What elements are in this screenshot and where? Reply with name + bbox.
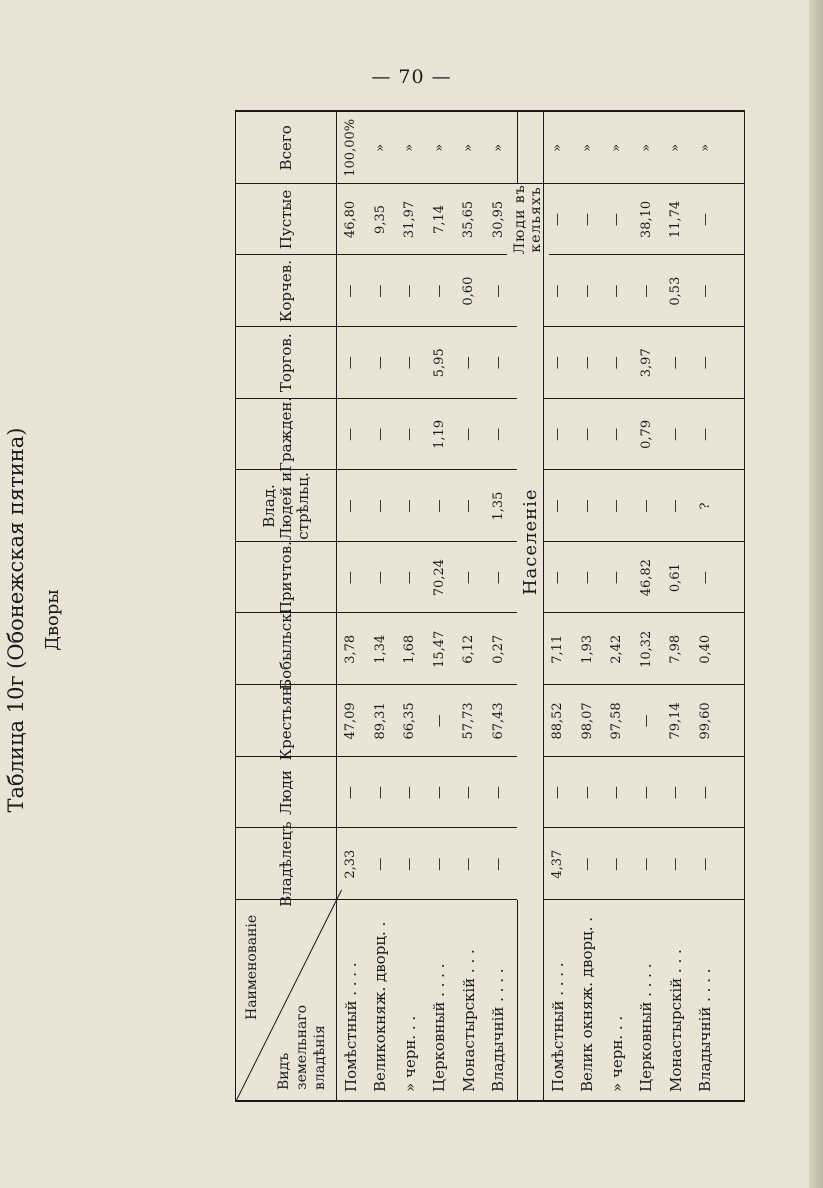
table-cell: — xyxy=(402,427,418,441)
table-cell: — xyxy=(372,427,388,441)
table-cell: 6,12 xyxy=(461,634,477,664)
row-label: Помѣстный . . . . xyxy=(548,962,567,1092)
table-cell: — xyxy=(579,857,595,871)
title-block xyxy=(0,370,120,870)
table-cell: — xyxy=(579,212,595,226)
table-cell: 35,65 xyxy=(461,200,477,239)
table-cell: — xyxy=(431,499,447,513)
table-cell: 2,42 xyxy=(609,634,625,664)
table-cell: — xyxy=(697,356,713,370)
table-cell: — xyxy=(638,499,654,513)
table-cell: — xyxy=(609,857,625,871)
table-cell: » xyxy=(461,143,477,152)
column-header: Пустые xyxy=(276,189,295,250)
table-cell: 1,35 xyxy=(490,491,506,521)
table-cell: — xyxy=(609,499,625,513)
table-cell: » xyxy=(372,143,388,152)
table-cell: — xyxy=(431,714,447,728)
column-header: Влад. Людей и стрѣльц. xyxy=(259,471,312,541)
row-label: Великокняж. дворц. . xyxy=(371,921,390,1092)
table-cell: 7,14 xyxy=(431,205,447,234)
table-cell: 89,31 xyxy=(372,702,388,740)
corner-top-label: Наименованіе xyxy=(244,914,260,1020)
table-cell: 67,43 xyxy=(490,702,506,740)
table-cell: — xyxy=(343,427,359,441)
table-cell: — xyxy=(668,356,684,370)
table-cell: 1,68 xyxy=(402,634,418,664)
row-label: » черн. . . xyxy=(400,1015,419,1092)
table-cell: — xyxy=(490,284,506,298)
page-edge xyxy=(809,0,823,1188)
row-label: » черн. . . xyxy=(607,1015,626,1092)
table-cell: — xyxy=(402,499,418,513)
table-cell: — xyxy=(372,499,388,513)
table-cell: — xyxy=(638,714,654,728)
table-cell: » xyxy=(490,143,506,152)
table-cell: — xyxy=(343,786,359,800)
column-header: Крестьян. xyxy=(276,681,295,761)
table-cell: — xyxy=(668,427,684,441)
table-cell: — xyxy=(490,857,506,871)
table-cell: — xyxy=(609,212,625,226)
table-cell: 2,33 xyxy=(343,849,359,879)
table-cell: » xyxy=(550,143,566,152)
table-cell: — xyxy=(372,786,388,800)
table-cell: — xyxy=(550,212,566,226)
table-cell: 47,09 xyxy=(343,702,359,740)
table-cell: — xyxy=(343,284,359,298)
column-header: Гражден. xyxy=(276,396,295,472)
table-cell: — xyxy=(550,571,566,585)
table-cell: — xyxy=(402,786,418,800)
table-cell: 0,60 xyxy=(461,276,477,306)
column-header: Владѣлецъ xyxy=(276,821,295,907)
table-cell: — xyxy=(372,284,388,298)
table-cell: — xyxy=(372,356,388,370)
table-cell: 1,19 xyxy=(431,419,447,449)
row-label: Монастырскій . . . xyxy=(666,949,685,1092)
table-cell: 1,34 xyxy=(372,634,388,664)
table-cell: 97,58 xyxy=(609,702,625,740)
table-cell: — xyxy=(697,786,713,800)
table-cell: — xyxy=(550,284,566,298)
table-cell: — xyxy=(343,356,359,370)
table-cell: — xyxy=(579,284,595,298)
table-cell: — xyxy=(461,571,477,585)
table-cell: 4,37 xyxy=(550,849,566,879)
table-cell: 100,00% xyxy=(343,118,359,177)
table-cell: — xyxy=(697,284,713,298)
table-cell: — xyxy=(461,499,477,513)
table-cell: 31,97 xyxy=(402,200,418,239)
table-cell: — xyxy=(461,786,477,800)
table-cell: — xyxy=(490,356,506,370)
table-cell: — xyxy=(431,857,447,871)
table-cell: — xyxy=(402,356,418,370)
data-table xyxy=(235,110,745,1102)
table-cell: — xyxy=(579,786,595,800)
row-label: Владычній . . . . xyxy=(489,968,508,1092)
column-header: Причтов. xyxy=(276,541,295,615)
table-cell: 0,61 xyxy=(668,563,684,593)
table-cell: 5,95 xyxy=(431,348,447,378)
table-cell: — xyxy=(609,427,625,441)
table-cell: — xyxy=(697,571,713,585)
table-cell: — xyxy=(668,857,684,871)
table-cell: — xyxy=(609,571,625,585)
table-cell: 79,14 xyxy=(668,702,684,740)
table-cell: — xyxy=(697,857,713,871)
table-subtitle: Дворы xyxy=(42,589,63,651)
row-label: Помѣстный . . . . xyxy=(341,962,360,1092)
row-label: Велик окняж. дворц. . xyxy=(578,916,597,1092)
table-cell: — xyxy=(461,427,477,441)
table-cell: — xyxy=(490,571,506,585)
table-cell: — xyxy=(697,212,713,226)
table-cell: — xyxy=(461,857,477,871)
table-cell: — xyxy=(402,857,418,871)
table-cell: » xyxy=(697,143,713,152)
table-cell: » xyxy=(579,143,595,152)
table-title: Таблица 10г (Обонежская пятина) xyxy=(4,427,28,813)
table-cell: » xyxy=(431,143,447,152)
table-cell: — xyxy=(550,427,566,441)
table-cell: — xyxy=(609,786,625,800)
table-cell: 7,98 xyxy=(668,634,684,664)
table-cell: » xyxy=(402,143,418,152)
row-label: Владычній . . . . xyxy=(696,968,715,1092)
table-cell: — xyxy=(638,786,654,800)
table-cell: 30,95 xyxy=(490,200,506,239)
table-cell: — xyxy=(343,571,359,585)
rotated-table-body xyxy=(236,112,744,1100)
table-cell: » xyxy=(609,143,625,152)
table-cell: — xyxy=(579,571,595,585)
table-cell: — xyxy=(372,857,388,871)
table-cell: 88,52 xyxy=(550,702,566,740)
table-cell: — xyxy=(550,499,566,513)
table-cell: 70,24 xyxy=(431,559,447,597)
row-label: Церковный . . . . xyxy=(430,963,449,1092)
column-header: Бобыльск. xyxy=(276,608,295,690)
table-cell: 0,53 xyxy=(668,276,684,306)
column-header: Торгов. xyxy=(276,333,295,393)
table-cell: — xyxy=(638,857,654,871)
table-cell: — xyxy=(431,284,447,298)
table-cell: 15,47 xyxy=(431,630,447,668)
table-cell: — xyxy=(609,284,625,298)
table-cell: — xyxy=(579,499,595,513)
table-cell: — xyxy=(638,284,654,298)
corner-line-2: земельнаго xyxy=(294,1004,310,1090)
page-number: — 70 — xyxy=(371,66,452,88)
table-cell: 38,10 xyxy=(638,200,654,239)
table-cell: — xyxy=(668,786,684,800)
table-cell: — xyxy=(343,499,359,513)
table-cell: » xyxy=(668,143,684,152)
table-cell: — xyxy=(461,356,477,370)
table-cell: — xyxy=(372,571,388,585)
table-cell: 0,27 xyxy=(490,634,506,664)
table-cell: 10,32 xyxy=(638,630,654,668)
table-cell: 98,07 xyxy=(579,702,595,740)
table-cell: — xyxy=(490,786,506,800)
row-label: Церковный . . . . xyxy=(637,963,656,1092)
corner-line-3: владѣнія xyxy=(312,1025,328,1090)
table-cell: 66,35 xyxy=(402,702,418,740)
table-cell: — xyxy=(668,499,684,513)
table-cell: 0,40 xyxy=(697,634,713,664)
table-cell: 9,35 xyxy=(372,205,388,234)
table-cell: — xyxy=(402,571,418,585)
table-cell: 3,78 xyxy=(343,634,359,664)
table-cell: 11,74 xyxy=(668,200,684,239)
table-cell: — xyxy=(550,786,566,800)
table-cell: 0,79 xyxy=(638,419,654,449)
table-cell: 1,93 xyxy=(579,634,595,664)
table-cell: 46,82 xyxy=(638,559,654,597)
people-in-cells-label: Люди въ кельяхъ xyxy=(507,184,549,256)
column-header: Всего xyxy=(276,125,295,171)
column-header: Люди xyxy=(276,770,295,815)
table-cell: 99,60 xyxy=(697,702,713,740)
column-header: Корчев. xyxy=(276,259,295,323)
table-cell: — xyxy=(550,356,566,370)
table-cell: — xyxy=(579,427,595,441)
row-label: Монастырскій . . . xyxy=(459,949,478,1092)
table-cell: ? xyxy=(697,502,713,510)
table-cell: — xyxy=(431,786,447,800)
table-cell: 7,11 xyxy=(550,634,566,664)
table-cell: — xyxy=(697,427,713,441)
corner-line-1: Видъ xyxy=(276,1052,292,1090)
table-cell: 46,80 xyxy=(343,200,359,239)
table-cell: — xyxy=(402,284,418,298)
table-cell: — xyxy=(579,356,595,370)
section-label-naselenie: Населеніе xyxy=(517,184,543,900)
table-cell: — xyxy=(609,356,625,370)
table-cell: 3,97 xyxy=(638,348,654,378)
table-cell: 57,73 xyxy=(461,702,477,740)
table-cell: » xyxy=(638,143,654,152)
table-cell: — xyxy=(490,427,506,441)
